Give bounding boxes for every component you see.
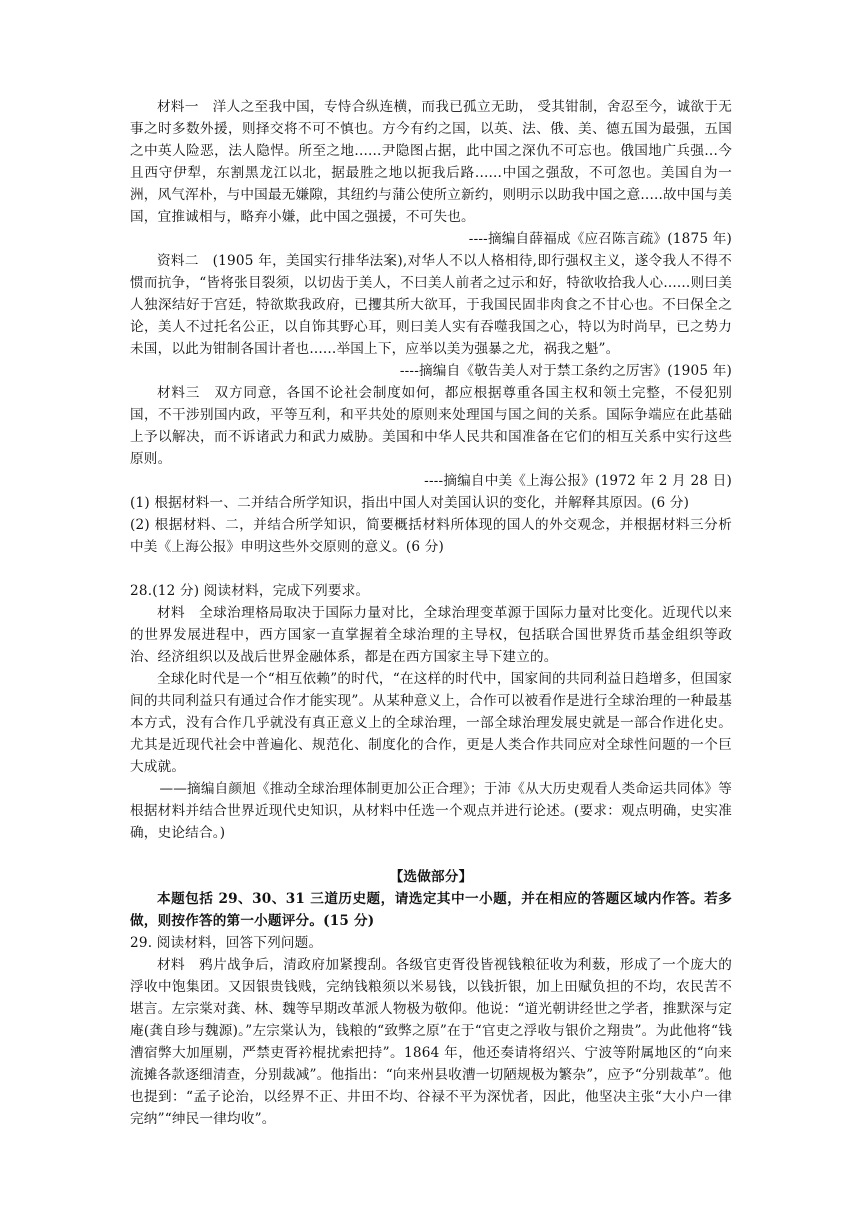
page-content: [130, 96, 732, 1130]
material-3-text: 材料三 双方同意，各国不论社会制度如何，都应根据尊重各国主权和领土完整，不侵犯别国，不干涉别国内政，平等互利，和平共处的原则来处理国与国之间的关系。国际争端应在此基础上予以解决，而不诉诸武力和武力威胁。美国和中华人民共和国准备在它们的相互关系中实行这些原则。: [130, 385, 732, 467]
material-2-source: ----摘编自《敬告美人对于禁工条约之厉害》(1905 年): [399, 363, 732, 379]
optional-instruction: 本题包括 29、30、31 三道历史题，请选定其中一小题，并在相应的答题区域内作答。若多做，则按作答的第一小题评分。(15 分): [130, 891, 732, 929]
optional-section-title: 【选做部分】: [389, 869, 473, 885]
material-1-source: ----摘编自薛福成《应召陈言疏》(1875 年): [468, 231, 732, 247]
material-2-text: 资料二 (1905 年，美国实行排华法案),对华人不以人格相待,即行强权主义，遂令我人不得不惯而抗争，“皆将张目裂须，以切齿于美人，不曰美人前者之过示和好，特欲收拾我人心......则曰美人独深结好于宫廷，特欲欺我政府，已攫其所大欲耳，于我国民固非肉食之不甘心也。不曰保全之论，美人不过托名公正，以自饰其野心耳，则曰美人实有吞噬我国之心，特以为时尚早，已之势力未国，以此为钳制各国计者也......举国上下，应举以美为强暴之尤，祸我之魁”。: [130, 253, 732, 357]
question-28-material-1: 材料 全球治理格局取决于国际力量对比，全球治理变革源于国际力量对比变化。近现代以来的世界发展进程中，西方国家一直掌握着全球治理的主导权，包括联合国世界货币基金组织等政治、经济组织以及战后世界金融体系，都是在西方国家主导下建立的。: [130, 605, 732, 665]
question-28-task: 根据材料并结合世界近现代史知识，从材料中任选一个观点并进行论述。(要求：观点明确，史实准确，史论结合。): [130, 803, 732, 841]
question-29-material: 材料 鸦片战争后，清政府加紧搜刮。各级官吏胥役皆视钱粮征收为利薮，形成了一个庞大的浮收中饱集团。又因银贵钱贱，完纳钱粮须以米易钱，以钱折银，加上田赋负担的不均，农民苦不堪言。左宗棠对龚、林、魏等早期改革派人物极为敬仰。他说：“道光朝讲经世之学者，推默深与定庵(龚自珍与魏源)。”左宗棠认为，钱粮的“致弊之原”在于“官吏之浮收与银价之翔贵”。为此他将“钱漕宿弊大加厘剔，严禁吏胥衿棍扰索把持”。1864 年，他还奏请将绍兴、宁波等附属地区的“向来流摊各款逐细清查，分别裁减”。他指出：“向来州县收漕一切陋规极为繁杂”，应予“分别裁革”。他也提到：“孟子论治，以经界不正、井田不均、谷禄不平为深忧者，因此，他坚决主张“大小户一律完纳”“绅民一律均收”。: [130, 957, 732, 1127]
question-28-source: ——摘编自颜旭《推动全球治理体制更加公正合理》；于沛《从大历史观看人类命运共同体》等: [159, 781, 732, 797]
question-28-head: 28.(12 分) 阅读材料，完成下列要求。: [130, 583, 370, 599]
question-28-material-2: 全球化时代是一个“相互依赖”的时代，“在这样的时代中，国家间的共同利益日趋增多，但国家间的共同利益只有通过合作才能实现”。从某种意义上，合作可以被看作是进行全球治理的一种最基本方式，没有合作几乎就没有真正意义上的全球治理，一部全球治理发展史就是一部合作进化史。尤其是近现代社会中普遍化、规范化、制度化的合作，更是人类合作共同应对全球性问题的一个巨大成就。: [130, 671, 732, 775]
material-1-text: 材料一 洋人之至我中国，专恃合纵连横，而我已孤立无助， 受其钳制，舍忍至今，诚欲于无事之时多数外援，则择交将不可不慎也。方今有约之国，以英、法、俄、美、德五国为最强，五国之中英人险恶，法人隐悍。所至之地......尹隐图占据，此中国之深仇不可忘也。俄国地广兵强...今且西守伊犁，东割黑龙江以北，据最胜之地以扼我后路......中国之强敌，不可忽也。美国自为一洲，风气浑朴，与中国最无嫌隙，其纽约与蒲公使所立新约，则明示以助我中国之意.....故中国与美国，宜推诚相与，略弃小嫌，此中国之强援，不可失也。: [130, 99, 732, 225]
spacer: [130, 558, 732, 580]
question-27-2: (2) 根据材料、二，并结合所学知识，简要概括材料所体现的国人的外交观念，并根据材料三分析中美《上海公报》申明这些外交原则的意义。(6 分): [130, 517, 732, 555]
question-27-1: (1) 根据材料一、二并结合所学知识，指出中国人对美国认识的变化，并解释其原因。(6 分): [130, 495, 690, 511]
material-3-source: ----摘编自中美《上海公报》(1972 年 2 月 28 日): [424, 473, 732, 489]
question-29-head: 29. 阅读材料，回答下列问题。: [130, 935, 323, 951]
spacer: [130, 844, 732, 866]
